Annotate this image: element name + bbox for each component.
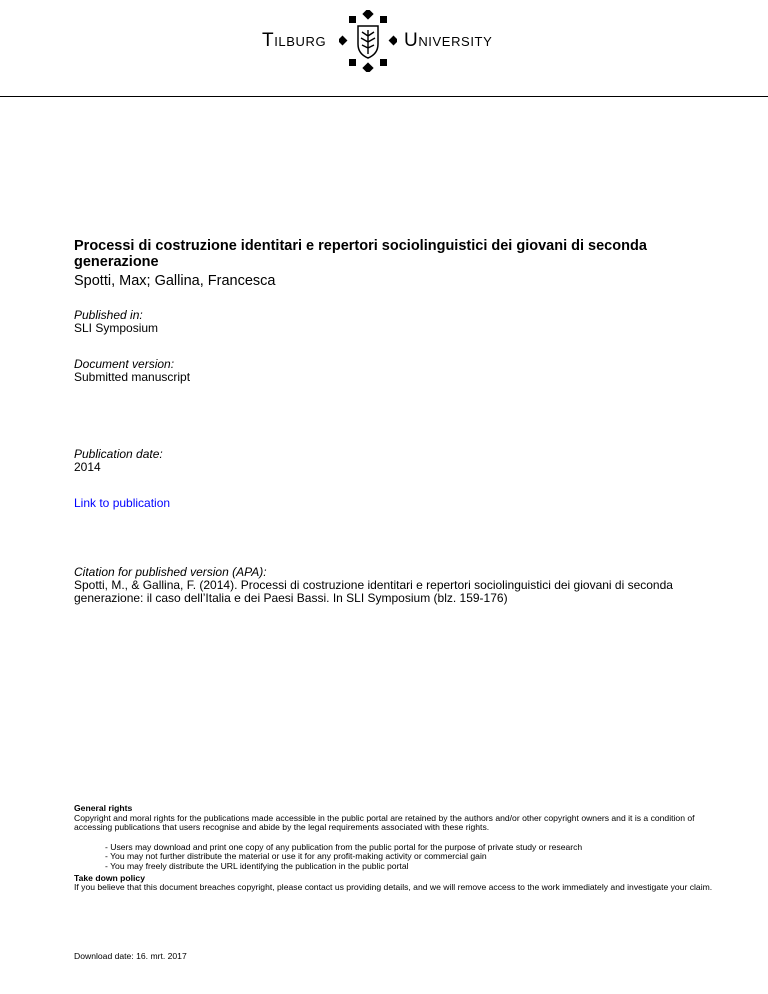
rights-rule-item: - You may freely distribute the URL identifying the publication in the public portal <box>105 860 409 871</box>
citation-section <box>74 566 714 605</box>
rights-rule-item: - You may not further distribute the material or use it for any profit-making activity or commercial gain <box>105 851 487 862</box>
rights-rule-item: - Users may download and print one copy of any publication from the public portal for the purpose of private study or research <box>105 841 583 852</box>
published-in-section <box>74 309 158 335</box>
document-title: Processi di costruzione identitari e repertori sociolinguistici dei giovani di seconda generazione <box>74 238 647 270</box>
page-header <box>0 0 768 97</box>
logo-text-university: University <box>404 30 493 51</box>
general-rights-heading: General rights <box>74 803 133 813</box>
publication-date-label: Publication date: <box>74 447 163 461</box>
document-version-section <box>74 358 190 384</box>
takedown-text: If you believe that this document breaches copyright, please contact us providing details, and we will remove access to the work immediately and investigate your claim. <box>74 882 713 893</box>
header-divider <box>0 96 768 97</box>
logo-text-tilburg: Tilburg <box>262 30 327 51</box>
published-in-value: SLI Symposium <box>74 321 159 335</box>
takedown-heading: Take down policy <box>74 872 145 883</box>
general-rights-text: Copyright and moral rights for the publications made accessible in the public portal are retained by the authors and/or other copyright owners and it is a condition of accessing publications that users recognise and abide by the legal requirements associated with these rights. <box>74 812 695 833</box>
legal-notice <box>74 804 724 893</box>
document-version-value: Submitted manuscript <box>74 370 191 384</box>
published-in-label: Published in: <box>74 308 143 322</box>
university-emblem-icon <box>339 10 397 72</box>
citation-label: Citation for published version (APA): <box>74 565 267 579</box>
publication-date-value: 2014 <box>74 460 101 474</box>
document-authors: Spotti, Max; Gallina, Francesca <box>74 273 276 289</box>
download-date: Download date: 16. mrt. 2017 <box>74 951 187 961</box>
publication-date-section <box>74 448 163 474</box>
document-version-label: Document version: <box>74 357 175 371</box>
citation-text: Spotti, M., & Gallina, F. (2014). Processi di costruzione identitari e repertori sociolinguistici dei giovani di seconda generazione: il caso dell’Italia e dei Paesi Bassi. In SLI Symposium (blz. 159-176) <box>74 578 673 605</box>
link-to-publication[interactable]: Link to publication <box>74 496 171 510</box>
rights-rules-list <box>105 843 724 872</box>
